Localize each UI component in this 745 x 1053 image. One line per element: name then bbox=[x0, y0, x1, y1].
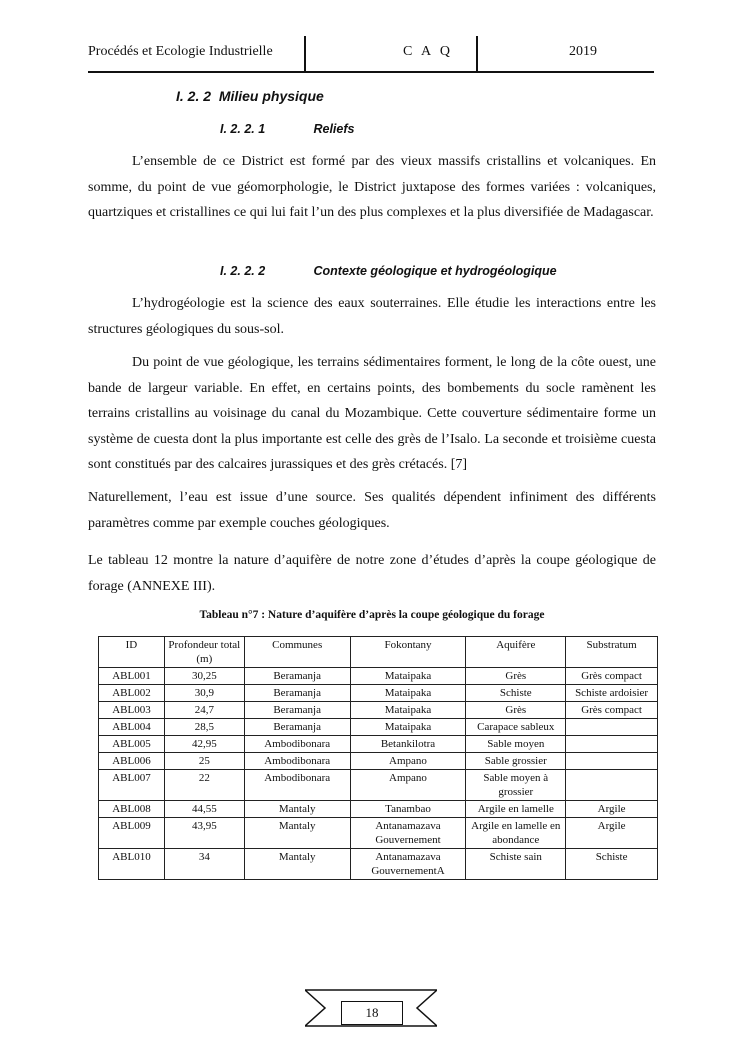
section-heading bbox=[176, 88, 324, 104]
table-cell: Tanambao bbox=[350, 801, 466, 818]
table-cell: Schiste bbox=[566, 849, 658, 880]
table-row bbox=[99, 849, 658, 880]
table-cell: 25 bbox=[164, 753, 244, 770]
table-cell: ABL008 bbox=[99, 801, 165, 818]
table-cell: Sable moyen à grossier bbox=[466, 770, 566, 801]
table-cell: Ambodibonara bbox=[244, 736, 350, 753]
page-header bbox=[88, 36, 654, 72]
table-cell: Grès bbox=[466, 702, 566, 719]
table-cell: Argile bbox=[566, 818, 658, 849]
header-right: 2019 bbox=[569, 44, 597, 59]
column-header: Aquifère bbox=[466, 637, 566, 668]
table-cell: ABL002 bbox=[99, 685, 165, 702]
subsection-heading-reliefs bbox=[220, 122, 354, 136]
table-cell: 24,7 bbox=[164, 702, 244, 719]
table-cell: Betankilotra bbox=[350, 736, 466, 753]
table-cell: Schiste ardoisier bbox=[566, 685, 658, 702]
table-cell: Ambodibonara bbox=[244, 753, 350, 770]
section-title: Milieu physique bbox=[218, 88, 324, 104]
table-row bbox=[99, 736, 658, 753]
table-cell: Ampano bbox=[350, 770, 466, 801]
table-cell: 22 bbox=[164, 770, 244, 801]
paragraph-hydrogeologie: L’hydrogéologie est la science des eaux souterraines. Elle étudie les interactions entre les structures géologiques du sous-sol. bbox=[88, 296, 656, 337]
page-number: 18 bbox=[341, 1001, 403, 1025]
table-cell: Sable moyen bbox=[466, 736, 566, 753]
table-cell: 28,5 bbox=[164, 719, 244, 736]
table-cell: Mantaly bbox=[244, 849, 350, 880]
table-cell: Mantaly bbox=[244, 801, 350, 818]
subsection-number: I. 2. 2. 2 bbox=[220, 264, 266, 278]
column-header: Communes bbox=[244, 637, 350, 668]
subsection-title: Reliefs bbox=[313, 122, 355, 136]
table-cell: ABL004 bbox=[99, 719, 165, 736]
table-cell: Schiste bbox=[466, 685, 566, 702]
table-cell: Antanamazava GouvernementA bbox=[350, 849, 466, 880]
table-cell bbox=[566, 719, 658, 736]
table-cell: ABL007 bbox=[99, 770, 165, 801]
table-row bbox=[99, 801, 658, 818]
table-cell: ABL005 bbox=[99, 736, 165, 753]
table-cell: Ambodibonara bbox=[244, 770, 350, 801]
header-rule bbox=[88, 71, 654, 73]
table-cell: Argile bbox=[566, 801, 658, 818]
table-cell: Antanamazava Gouvernement bbox=[350, 818, 466, 849]
paragraph-tableau: Le tableau 12 montre la nature d’aquifère de notre zone d’études d’après la coupe géologique de forage (ANNEXE III). bbox=[88, 553, 656, 594]
table-row bbox=[99, 770, 658, 801]
column-header: Fokontany bbox=[350, 637, 466, 668]
table-cell: Grès compact bbox=[566, 702, 658, 719]
table-cell: Mataipaka bbox=[350, 685, 466, 702]
section-number: I. 2. 2 bbox=[176, 88, 212, 104]
paragraph-reliefs: L’ensemble de ce District est formé par des vieux massifs cristallins et volcaniques. En somme, du point de vue géomorphologie, le District juxtapose des formes variées : volcaniques, quartziques et cristallines ce qui lui fait l’un des plus complexes et la plus diversifiée de Madagascar. bbox=[88, 154, 656, 220]
page-footer bbox=[305, 988, 437, 1028]
table-cell bbox=[566, 770, 658, 801]
column-header: ID bbox=[99, 637, 165, 668]
column-header: Substratum bbox=[566, 637, 658, 668]
subsection-number: I. 2. 2. 1 bbox=[220, 122, 266, 136]
table-cell: ABL010 bbox=[99, 849, 165, 880]
table-cell: ABL006 bbox=[99, 753, 165, 770]
table-row bbox=[99, 753, 658, 770]
table-cell bbox=[566, 736, 658, 753]
table-cell: Grès compact bbox=[566, 668, 658, 685]
table-cell bbox=[566, 753, 658, 770]
table-row bbox=[99, 685, 658, 702]
header-divider bbox=[476, 36, 478, 72]
table-row bbox=[99, 668, 658, 685]
table-cell: 43,95 bbox=[164, 818, 244, 849]
table-cell: Beramanja bbox=[244, 685, 350, 702]
paragraph-source: Naturellement, l’eau est issue d’une source. Ses qualités dépendent infiniment des différents paramètres comme par exemple couches géologiques. bbox=[88, 490, 656, 531]
table-cell: 34 bbox=[164, 849, 244, 880]
table-cell: Mantaly bbox=[244, 818, 350, 849]
table-cell: Argile en lamelle bbox=[466, 801, 566, 818]
table-cell: 30,25 bbox=[164, 668, 244, 685]
table-header-row bbox=[99, 637, 658, 668]
table-cell: ABL009 bbox=[99, 818, 165, 849]
paragraph-geologie: Du point de vue géologique, les terrains sédimentaires forment, le long de la côte ouest, une bande de largeur variable. En effet, en certains points, des bombements du socle ramènent les terrains cristallins au voisinage du canal du Mozambique. Cette couverture sédimentaire forme un système de cuesta dont la plus importante est celle des grès de l’Isalo. La seconde et troisième cuesta sont constitués par des calcaires jurassiques et des grès crétacés. [7] bbox=[88, 355, 656, 472]
table-cell: Beramanja bbox=[244, 719, 350, 736]
column-header: Profondeur total (m) bbox=[164, 637, 244, 668]
table-cell: Sable grossier bbox=[466, 753, 566, 770]
table-cell: Beramanja bbox=[244, 668, 350, 685]
header-center: C A Q bbox=[402, 44, 453, 59]
table-cell: Mataipaka bbox=[350, 668, 466, 685]
table-cell: Mataipaka bbox=[350, 702, 466, 719]
table-cell: ABL001 bbox=[99, 668, 165, 685]
header-divider bbox=[304, 36, 306, 72]
table-cell: ABL003 bbox=[99, 702, 165, 719]
table-cell: Carapace sableux bbox=[466, 719, 566, 736]
table-cell: 42,95 bbox=[164, 736, 244, 753]
aquifer-table bbox=[98, 636, 658, 880]
table-cell: Schiste sain bbox=[466, 849, 566, 880]
table-cell: Ampano bbox=[350, 753, 466, 770]
table-caption: Tableau n°7 : Nature d’aquifère d’après la coupe géologique du forage bbox=[199, 609, 545, 621]
table-row bbox=[99, 702, 658, 719]
table-cell: Argile en lamelle en abondance bbox=[466, 818, 566, 849]
header-left: Procédés et Ecologie Industrielle bbox=[88, 44, 273, 59]
table-cell: Beramanja bbox=[244, 702, 350, 719]
table-row bbox=[99, 719, 658, 736]
table-cell: 44,55 bbox=[164, 801, 244, 818]
table-row bbox=[99, 818, 658, 849]
table-cell: Mataipaka bbox=[350, 719, 466, 736]
subsection-heading-geologie bbox=[220, 264, 557, 278]
table-cell: 30,9 bbox=[164, 685, 244, 702]
subsection-title: Contexte géologique et hydrogéologique bbox=[313, 264, 557, 278]
table-cell: Grès bbox=[466, 668, 566, 685]
